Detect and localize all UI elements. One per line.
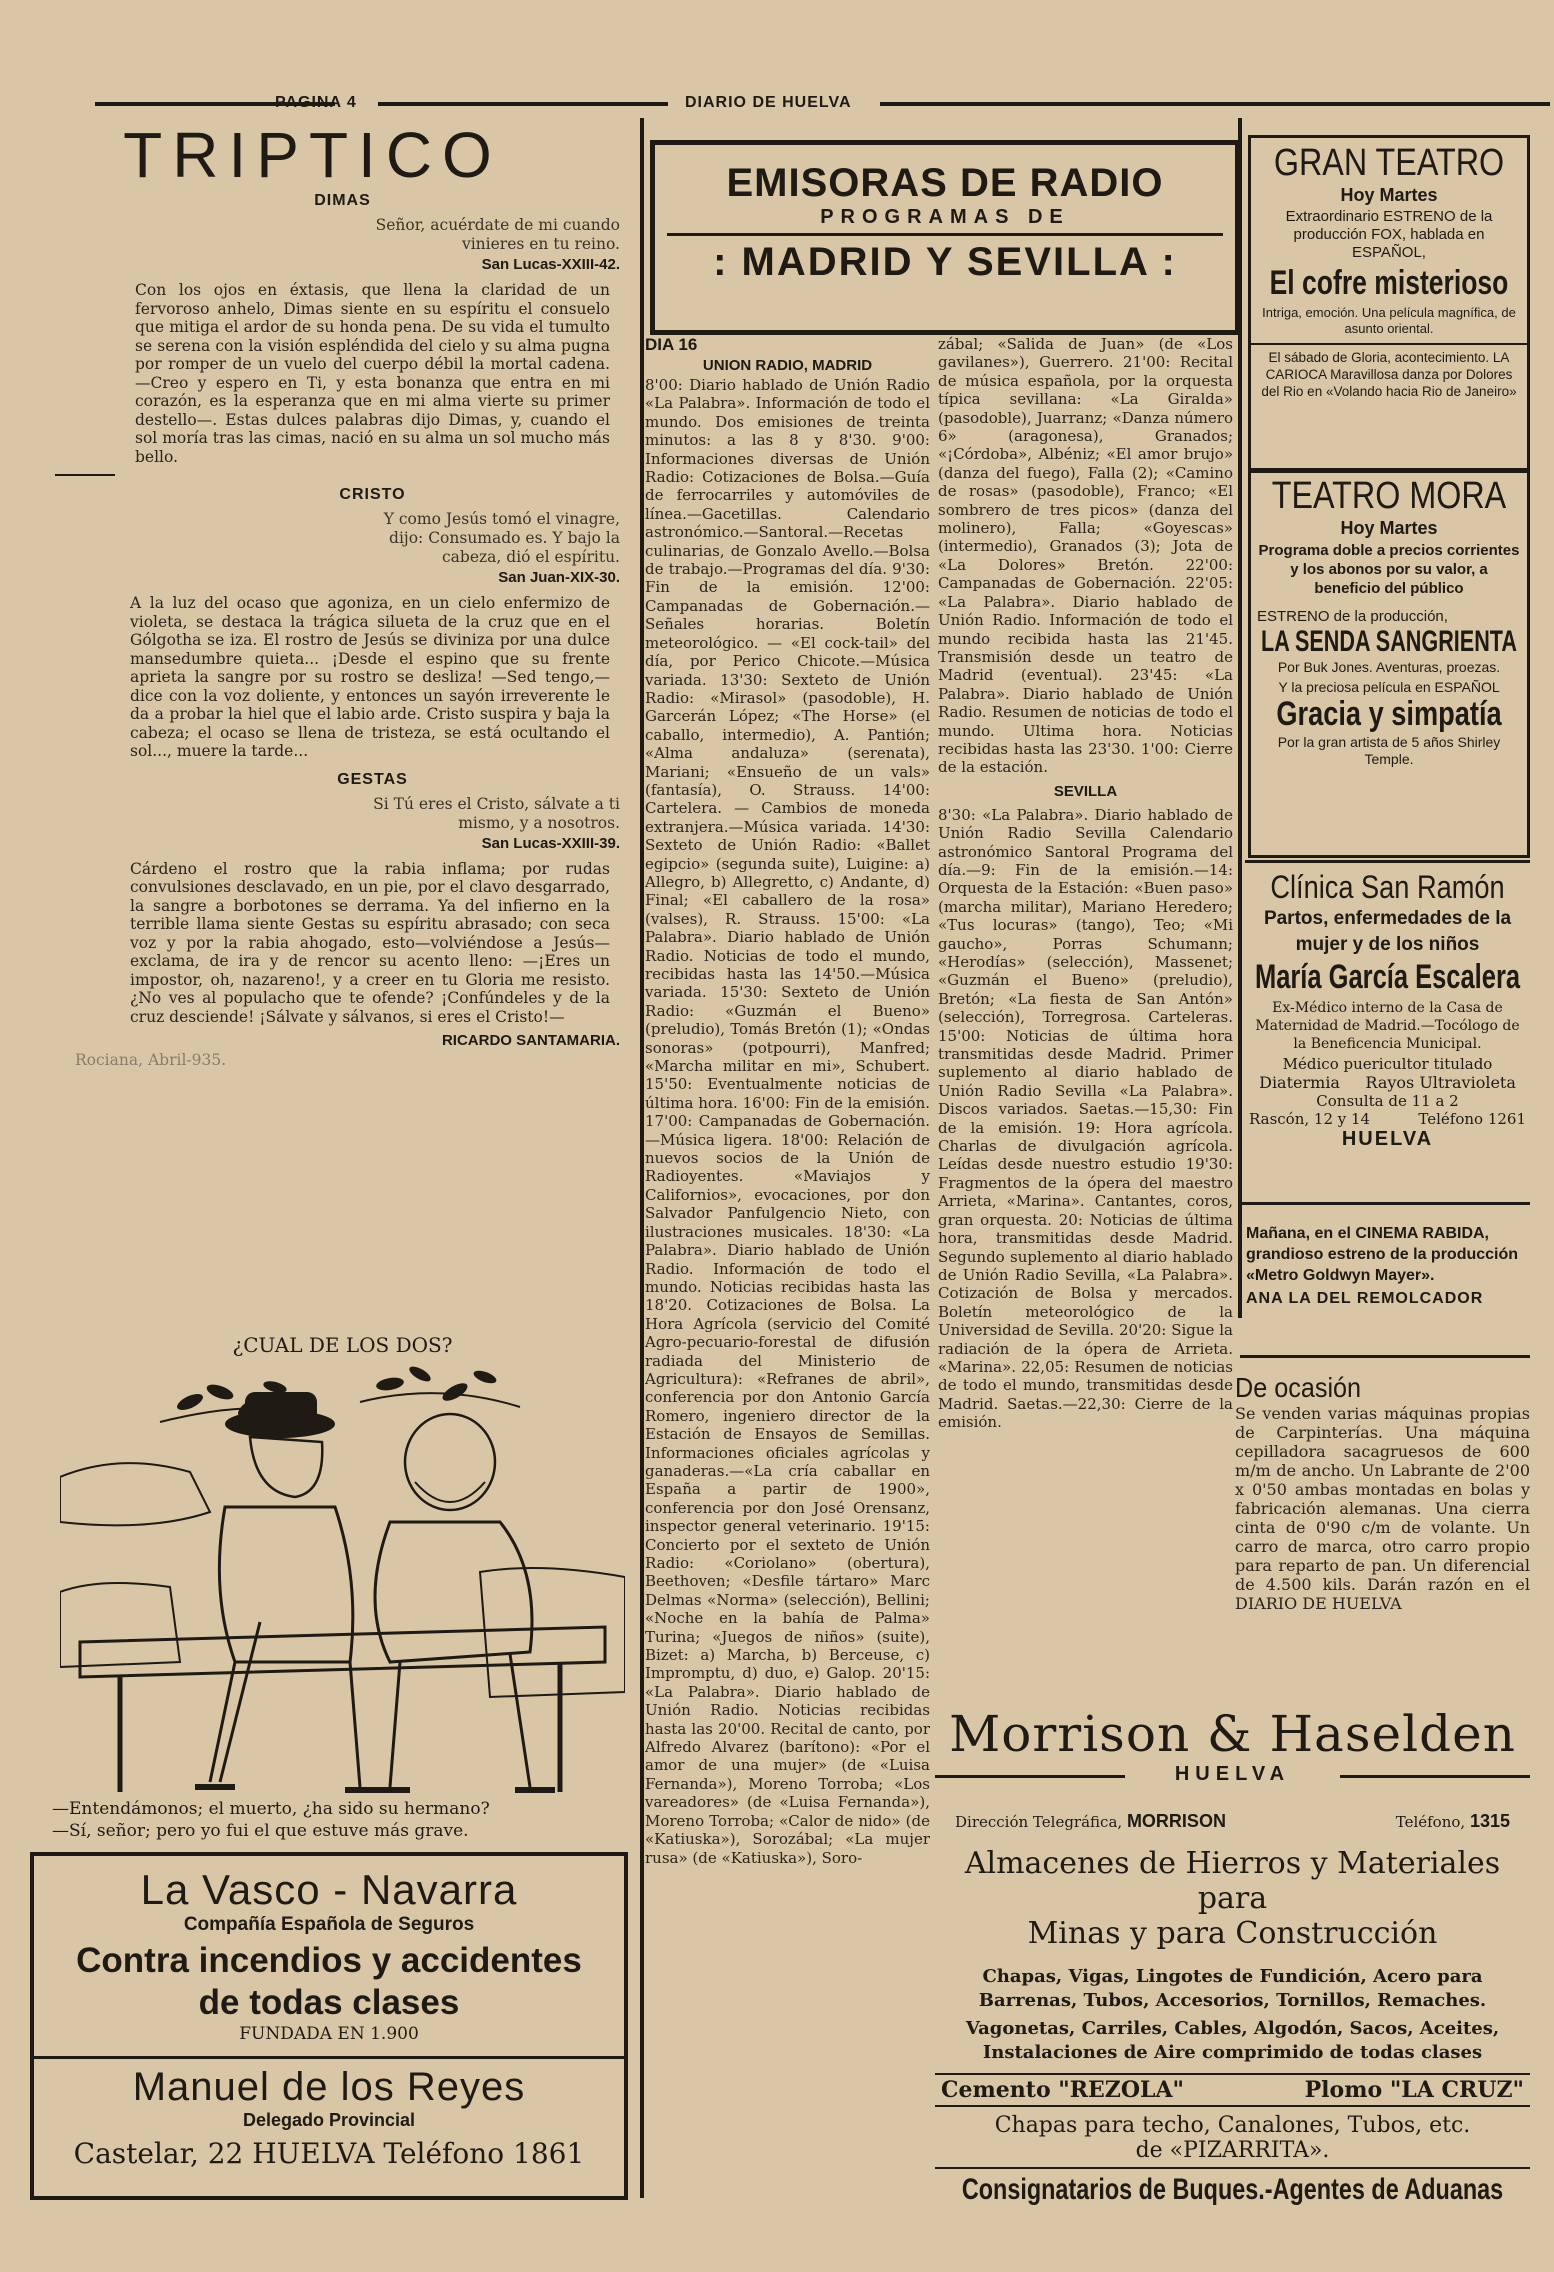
vasco-line-2: de todas clases	[198, 1983, 460, 2022]
morrison-brands-row	[935, 2073, 1530, 2107]
morrison-phone	[1396, 1811, 1510, 1832]
triptico-article	[55, 118, 630, 1340]
morrison-products-2: Vagonetas, Carriles, Cables, Algodón, Sacos, Aceites, Instalaciones de Aire comprimido de todas clases	[965, 2018, 1500, 2063]
radio-madrid-text: 8'00: Diario hablado de Unión Radio «La Palabra». Información de todo el mundo. Dos emisiones de treinta minutos: a las 8 y 8'30. 9'00: Informaciones diversas de Unión Radio: Cotizaciones de Bolsa.—Guía de ferrocarriles y automóviles de línea.—Gacetillas. Calendario astronómico.—Santoral.—Recetas culinarias, de Gonzalo Avello.—Bolsa de trabajo.—Programas del día. 9'30: Fin de la emisión. 12'00: Campanadas de Gobernación.—Señales horarias. Boletín meteorológico. — «El cock-tail» del día, por Perico Chicote.—Música variada. 13'30: Sexteto de Unión Radio: «Mirasol» (pasodoble), H. Garcerán López; «The Horse» (el caballo, intermedio), A. Pantión; «Alma andaluza» (serenata), Mariani; «Ensueño de un vals» (fantasía), O. Strauss. 14'00: Cartelera. — Cambios de moneda extranjera.—Música variada. 14'30: Sexteto de Unión Radio: «Ballet egipcio» (segunda suite), Luigine: a) Allegro, b) Allegretto, c) Andante, d) Final; «El caballero de la rosa» (valses), R. Strauss. 15'00: «La Palabra». Diario hablado de Unión Radio. Noticias de todo el mundo, recibidas hasta las 14'50.—Música variada. 15'30: Sexteto de Unión Radio: «Guzmán el Bueno» (preludio), Tomás Bretón (1); «Ondas sonoras» (potpourri), Manfred; «Marcha militar en mi», Schubert. 15'50: Eventualmente noticias de última hora. 16'00: Fin de la emisión. 17'00: Campanadas de Gobernación.—Música ligera. 18'00: Relación de nuevos socios de la Unión de Radioyentes. «Maviajos y Californios», evocaciones, por don Salvador Panfulgencio Nieto, con ilustraciones musicales. 18'30: «La Palabra». Diario hablado de Unión Radio. Información de todo el mundo. Noticias recibidas hasta las 18'20. Cotizaciones de Bolsa. La Hora Agrícola (servicio del Comité Agro-pecuario-forestal de difusión radiada del Ministerio de Agricultura): «Refranes de abril», conferencia por don Antonio García Romero, ingeniero director de la Estación de Ensayos de Semillas. Informaciones oficiales agrícolas y ganaderas.—«La cría caballar en España a partir de 1900», conferencia por don José Orensanz, inspector general veterinario. 19'15: Concierto por el sexteto de Unión Radio: «Coriolano» (obertura), Beethoven; «Desfile tártaro» Marc Delmas «Norma» (selección), Bellini; «Noche en la bahía de Palma» Turina; «Juegos de niños» (suite), Bizet: a) Marcha, b) Berceuse, c) Impromptu, d) duo, e) Galop. 20'15: «La Palabra». Diario hablado de Unión Radio. Noticias recibidas hasta las 20'00. Recital de canto, por Alfredo Alvarez (barítono): «Por el amor de una mujer» (de «Luisa Fernanda»), Moreno Torroba; «Los vareadores» (de «Luisa Fernanda»), Moreno Torroba; «Calor de nido» (de «Katiuska»), Sorozábal; «La mujer rusa» (de «Katiuska»), Soro-	[645, 376, 930, 1867]
cartoon-image	[60, 1362, 625, 1802]
clinica-hours: Consulta de 11 a 2	[1316, 1092, 1459, 1110]
radio-subtitle: PROGRAMAS DE	[820, 206, 1070, 228]
vasco-founded: FUNDADA EN 1.900	[239, 2024, 419, 2044]
clinica-city: HUELVA	[1341, 1128, 1434, 1150]
morrison-chapas: Chapas para techo, Canalones, Tubos, etc.	[994, 2113, 1471, 2138]
vasco-divider	[34, 2056, 624, 2059]
gran-teatro-divider	[1251, 343, 1527, 345]
gran-teatro-when: Hoy Martes	[1340, 185, 1438, 205]
morrison-telegraph-value: MORRISON	[1126, 1811, 1226, 1831]
clinica-doctor: María García Escalera	[1254, 958, 1521, 996]
vasco-name: La Vasco - Navarra	[140, 1866, 518, 1913]
ocasion-text: Se venden varias máquinas propias de Carpinterías. Una máquina cepilladora sacagruesos de 600 m/m de ancho. Un Labrante de 2'00 x 0'50 ambas montadas en bolas y fabricación alemanas. Una cierra cinta de 0'90 c/m de volante. Un carro de marca, otro carro propio para reparto de pan. Un diferencial de 4.500 kils. Darán razón en el DIARIO DE HUELVA	[1235, 1404, 1530, 1613]
vasco-navarra-ad	[30, 1852, 628, 2200]
morrison-divider	[935, 2167, 1530, 2169]
gran-teatro-desc: Intriga, emoción. Una película magnífica, de asunto oriental.	[1262, 305, 1516, 336]
morrison-plomo: Plomo "LA CRUZ"	[1304, 2077, 1524, 2103]
dimas-poem: Con los ojos en éxtasis, que llena la claridad de un fervoroso anhelo, Dimas siente en su espíritu el consuelo que mitiga el ardor de su honda pena. De su vida el tumulto se serena con la visión espléndida del cielo y su alma pugna por romper de un vuelo del cuerpo débil la mortal cadena. —Creo y espero en Ti, y esta bonanza que entra en mi corazón, es la esperanza que en mi alma vierte su primer destello—. Estas dulces palabras dijo Dimas, y, cuando el sol moría tras las cimas, nació en su alma un sol mucho más bello.	[135, 281, 610, 466]
triptico-title: TRIPTICO	[123, 119, 502, 191]
radio-sevilla-text: 8'30: «La Palabra». Diario hablado de Unión Radio Sevilla Calendario astronómico Santoral Programa del día.—9: Fin de la emisión.—14: Orquesta de la Estación: «Buen paso» (marcha militar), Mariano Heredero; «Tus locuras» (tango), Teo; «Mi gaucho», Porras Schumann; «Herodías» (selección), Massenet; «Guzmán el Bueno» (preludio), Bretón; «La fiesta de San Antón» (selección), Torregrosa. Carteleras. 15'00: Noticias de última hora transmitidas desde Madrid. Primer suplemento al diario hablado de Unión Radio Sevilla «La Palabra». Discos variados. Saetas.—15,30: Fin de la emisión. 19: Hora agrícola. Charlas de divulgación agrícola. Leídas desde nuestro estudio 19'30: Fragmentos de la ópera del maestro Arrieta, «Marina». Cantantes, coros, gran orquesta. 20: Noticias de última hora, transmitidas desde Madrid. Segundo suplemento al diario hablado de Unión Radio Sevilla, «La Palabra». Cotización de Bolsa y mercados. Boletín meteorológico de la Universidad de Sevilla. 20'20: Sigue la radiación de la ópera de Arrieta. «Marina». 22,05: Resumen de noticias de todo el mundo, transmitidas desde Madrid. Saetas.—22,30: Cierre de la emisión.	[938, 805, 1233, 1432]
radio-header	[650, 140, 1240, 335]
clinica-ad	[1245, 860, 1530, 1193]
gran-teatro-saturday: El sábado de Gloria, acontecimiento. LA CARIOCA Maravillosa danza por Dolores del Rio en «Volando hacia Rio de Janeiro»	[1261, 350, 1517, 399]
dimas-divider	[55, 474, 115, 476]
teatro-mora-film-2-desc: Por la gran artista de 5 años Shirley Temple.	[1277, 734, 1501, 767]
clinica-titulado: Médico puericultor titulado	[1282, 1055, 1493, 1073]
triptico-author: RICARDO SANTAMARIA.	[441, 1032, 620, 1049]
radio-title: EMISORAS DE RADIO	[726, 161, 1164, 205]
newspaper-name: DIARIO DE HUELVA	[685, 94, 852, 111]
radio-madrid-heading: UNION RADIO, MADRID	[702, 357, 873, 374]
vasco-company: Compañía Española de Seguros	[183, 1914, 475, 1935]
morrison-pizarrita: de «PIZARRITA».	[1135, 2138, 1330, 2163]
column-rule-1	[640, 118, 644, 2198]
ocasion-title: De ocasión	[1235, 1372, 1362, 1403]
morrison-name: Morrison & Haselden	[949, 1705, 1516, 1763]
ocasion-notice	[1235, 1372, 1530, 1702]
dimas-citation: San Lucas-XXIII-42.	[481, 256, 620, 273]
dimas-heading: DIMAS	[314, 192, 371, 209]
teatro-mora-film-2: Gracia y simpatía	[1276, 695, 1502, 733]
clinica-cv: Ex-Médico interno de la Casa de Maternidad de Madrid.—Tocólogo de la Beneficencia Municipal.	[1255, 1000, 1520, 1052]
radio-madrid-column	[645, 335, 930, 2215]
morrison-products-1: Chapas, Vigas, Lingotes de Fundición, Acero para Barrenas, Tubos, Accesorios, Tornillos, Remaches.	[978, 1966, 1487, 2011]
morrison-phone-label: Teléfono,	[1395, 1813, 1466, 1831]
vasco-role: Delegado Provincial	[242, 2110, 416, 2130]
radio-sevilla-heading: SEVILLA	[1053, 782, 1118, 800]
cristo-poem: A la luz del ocaso que agoniza, en un cielo enfermizo de violeta, se destaca la trágica silueta de la cruz que en el Gólgotha se iza. El rostro de Jesús se diviniza por una dulce mansedumbre quieta... ¡Desde el espino que su frente aprieta la sangre por su rostro se desliza! —Sed tengo,—dice con la voz doliente, y entonces un sayón irreverente le da a probar la hiel que el labio arde. Cristo suspira y baja la cabeza; el ocaso se llena de tristeza, se está ocultando el sol..., muere la tarde...	[130, 594, 610, 760]
gestas-heading: GESTAS	[337, 770, 408, 788]
header-rule-right	[880, 102, 1550, 106]
gestas-citation: San Lucas-XXIII-39.	[481, 834, 620, 852]
morrison-city: HUELVA	[1174, 1763, 1291, 1785]
clinica-specialty: Partos, enfermedades de la mujer y de los niños	[1263, 908, 1512, 955]
radio-sevilla-column	[938, 335, 1233, 1685]
gestas-epigraph: Si Tú eres el Cristo, sálvate a ti mismo, y a nosotros.	[373, 794, 620, 832]
cartoon-caption-2: —Sí, señor; pero yo fui el que estuve más grave.	[52, 1821, 469, 1841]
gran-teatro-name: GRAN TEATRO	[1273, 142, 1505, 184]
gran-teatro-film: El cofre misterioso	[1269, 264, 1509, 302]
cristo-epigraph: Y como Jesús tomó el vinagre, dijo: Consumado es. Y bajo la cabeza, dió el espíritu.	[383, 510, 620, 566]
header-rule-mid	[378, 102, 668, 106]
teatro-mora-estreno: ESTRENO de la producción,	[1257, 608, 1448, 625]
radio-madrid-continued: zábal; «Salida de Juan» (de «Los gavilanes»), Guerrero. 21'00: Recital de música española, por la orquesta típica sevillana: «La Giralda» (pasodoble), Juarranz; «Danza número 6» (aragonesa), Granados; «¡Córdoba», Albéniz; «El amor brujo» (danza del fuego), Falla (2); «Camino de rosas» (pasodoble), Franco; «El sombrero de tres picos» (danza del molinero), Falla; «Goyescas» (intermedio), Granados (3); Jota de «La Dolores» Bretón. 22'00: Campanadas de Gobernación. 22'05: «La Palabra». Diario hablado de Unión Radio. Información de todo el mundo recibida hasta las 21'45. Transmisión desde un teatro de Madrid (eventual). 23'45: «La Palabra». Diario hablado de Unión Radio. Resumen de noticias de todo el mundo. Ultima hora. Noticias recibidas hasta las 23'30. 1'00: Cierre de la estación.	[938, 335, 1233, 777]
teatro-mora-preciosa: Y la preciosa película en ESPAÑOL	[1278, 679, 1500, 695]
morrison-ad	[935, 1705, 1530, 2225]
teatro-mora-film-1-desc: Por Buk Jones. Aventuras, proezas.	[1277, 659, 1501, 675]
morrison-line-2: Minas y para Construcción	[1027, 1916, 1438, 1951]
morrison-telegraph	[955, 1811, 1226, 1832]
vasco-address: Castelar, 22 HUELVA Teléfono 1861	[73, 2137, 585, 2170]
cristo-citation: San Juan-XIX-30.	[498, 569, 620, 586]
cartoon-title: ¿CUAL DE LOS DOS?	[232, 1333, 453, 1357]
gestas-poem: Cárdeno el rostro que la rabia inflama; por rudas convulsiones desclavado, en un pie, por el clavo desgarrado, la sangre a borbotones se derrama. Ya del infierno en la terrible llama siente Gestas su espíritu abrasado; con seca voz y por la rabia ahogado, esto—volviéndose a Jesús—exclama, de ira y de rencor su acento lleno: —¡Eres un impostor, oh, nazareno!, y a creer en tu Gloria me resisto. ¿No ves al populacho que te ofende? ¡Confúndeles y de la cruz desciende! ¡Sálvate y sálvanos, si eres el Cristo!—	[130, 859, 610, 1026]
morrison-telegraph-label: Dirección Telegráfica,	[955, 1813, 1123, 1831]
teatro-mora-program: Programa doble a precios corrientes y los abonos por su valor, a beneficio del público	[1258, 542, 1520, 597]
morrison-phone-value: 1315	[1469, 1811, 1510, 1831]
teatro-mora-name: TEATRO MORA	[1271, 475, 1507, 517]
teatro-mora-film-1: LA SENDA SANGRIENTA	[1260, 625, 1518, 658]
morrison-cemento: Cemento "REZOLA"	[941, 2077, 1185, 2103]
clinica-services: Diatermia Rayos Ultravioleta	[1259, 1073, 1516, 1092]
dimas-epigraph: Señor, acuérdate de mi cuando vinieres en tu reino.	[375, 216, 620, 253]
teatro-mora-ad	[1248, 470, 1530, 858]
clinica-name: Clínica San Ramón	[1270, 869, 1505, 905]
teatro-mora-when: Hoy Martes	[1340, 518, 1438, 538]
vasco-delegate: Manuel de los Reyes	[132, 2065, 526, 2109]
radio-divider	[667, 233, 1224, 236]
triptico-place-date: Rociana, Abril-935.	[75, 1051, 227, 1069]
clinica-phone: Teléfono 1261	[1418, 1110, 1526, 1128]
cristo-heading: CRISTO	[339, 486, 406, 503]
cinema-rabida-film: ANA LA DEL REMOLCADOR	[1246, 1290, 1484, 1307]
morrison-line-1: Almacenes de Hierros y Materiales para	[964, 1846, 1501, 1916]
gran-teatro-ad	[1248, 135, 1530, 471]
gran-teatro-intro: Extraordinario ESTRENO de la producción FOX, hablada en ESPAÑOL,	[1285, 208, 1493, 261]
morrison-city-row	[935, 1763, 1530, 1789]
morrison-contact-row	[935, 1811, 1530, 1832]
morrison-consignatarios: Consignatarios de Buques.-Agentes de Aduanas	[961, 2173, 1504, 2206]
clinica-contact-row	[1245, 1110, 1530, 1128]
vasco-line-1: Contra incendios y accidentes	[76, 1941, 582, 1980]
cinema-rabida-text: Mañana, en el CINEMA RABIDA, grandioso estreno de la producción «Metro Goldwyn Mayer».	[1246, 1225, 1519, 1284]
radio-day: DIA 16	[645, 335, 698, 354]
cartoon-caption-1: —Entendámonos; el muerto, ¿ha sido su hermano?	[52, 1799, 490, 1819]
page-number: PAGINA 4	[275, 94, 357, 111]
cartoon-captions	[52, 1798, 632, 1842]
cartoon-drawing	[60, 1362, 625, 1802]
radio-cities: : MADRID Y SEVILLA :	[713, 240, 1177, 284]
morrison-rule-right	[1340, 1775, 1530, 1778]
clinica-address: Rascón, 12 y 14	[1249, 1110, 1371, 1128]
cinema-rabida-notice	[1240, 1202, 1530, 1358]
